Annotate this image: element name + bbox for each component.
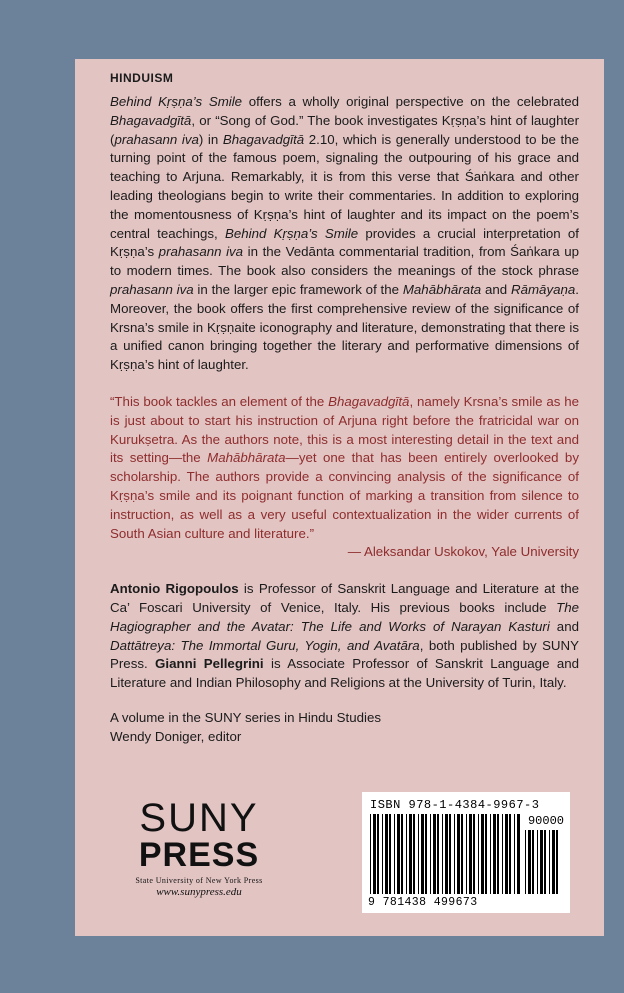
barcode-bar (532, 830, 534, 894)
barcode-bar (525, 830, 526, 894)
book-description (110, 93, 579, 375)
italic-run: Mahābhārata (402, 281, 482, 297)
barcode-bar (497, 814, 499, 894)
publisher-university: State University of New York Press (135, 876, 263, 885)
text-run: and (549, 618, 579, 634)
text-run: 2.10, which is generally understood to be the turning point of the famous poem, signaling the outpouring of his grace and teaching to Arjuna. Remarkably, it is from this verse that Śaṅkara and other leading theologians begin to write their commentaries. In addition to exploring the momentousness of Kṛṣṇa’s hint of laughter and its impact on the poem’s central teachings, (110, 131, 579, 241)
barcode-bar (509, 814, 511, 894)
bold-run: Antonio Rigopoulos (110, 581, 239, 597)
barcode-bar (481, 814, 484, 894)
barcode-bar (485, 814, 487, 894)
barcode-bar (466, 814, 467, 894)
italic-run: Bhagavadgītā (222, 131, 305, 147)
barcode-bar (490, 814, 491, 894)
barcode-bar (385, 814, 388, 894)
italic-run: Behind Kṛṣṇa’s Smile (224, 225, 359, 241)
barcode-bar (377, 814, 379, 894)
text-run: and (481, 281, 511, 297)
endorsement-quote (110, 393, 579, 543)
category-label: HINDUISM (110, 71, 174, 85)
barcode-bar (373, 814, 376, 894)
barcode-bar (430, 814, 431, 894)
barcode-bar (425, 814, 427, 894)
barcode-bar (401, 814, 403, 894)
text-run: offers a wholly original perspective on the celebrated (242, 94, 580, 109)
barcode-bar (540, 830, 543, 894)
italic-run: Bhagavadgītā (328, 393, 410, 409)
italic-run: Bhagavadgītā (110, 112, 192, 128)
text-run: in the larger epic framework of the (193, 281, 403, 297)
text-run: is Professor of Sanskrit Language and Literature at the Ca’ Foscari University of Venice, Italy. His previous books include (110, 581, 580, 615)
barcode-bar (517, 814, 520, 894)
barcode-bar (409, 814, 412, 894)
barcode-bar (544, 830, 546, 894)
text-run: is Associate Professor of Sanskrit Language and Literature and Indian Philosophy and Religions at the University of Turin, Italy. (110, 656, 580, 691)
barcode-bar (457, 814, 460, 894)
bold-run: Gianni Pellegrini (155, 656, 264, 672)
barcode-bar (413, 814, 415, 894)
italic-run: Mahābhārata (207, 450, 286, 466)
barcode-bar (505, 814, 508, 894)
italic-run: Rāmāyaṇa (510, 281, 576, 297)
logo-press: PRESS (138, 836, 260, 874)
barcode-bar (473, 814, 475, 894)
back-cover-panel (75, 59, 604, 936)
text-run: . Moreover, the book offers the first comprehensive review of the significance of Krsna’s smile in Kṛṣṇaite iconography and literature, demonstrating that there is a unified canon bringing together the literary and performative dimensions of Kṛṣṇa’s hint of laughter. (110, 281, 579, 373)
text-run: , both published by SUNY Press. (110, 637, 580, 672)
barcode-bar (478, 814, 479, 894)
italic-run: Behind Kṛṣṇa’s Smile (110, 94, 243, 109)
barcode-bar (461, 814, 463, 894)
barcode-bar (469, 814, 472, 894)
barcode-bar (454, 814, 455, 894)
text-run: “This book tackles an element of the (110, 393, 329, 409)
barcode-bars (370, 814, 520, 894)
barcode-bar (549, 830, 550, 894)
barcode-bar (493, 814, 496, 894)
barcode-bar (502, 814, 503, 894)
price-code: 90000 (527, 814, 564, 828)
isbn-barcode (362, 792, 570, 913)
text-run: provides a crucial interpretation of Kṛṣṇa’s (110, 225, 579, 260)
logo-suny: SUNY (139, 796, 259, 840)
barcode-bar (394, 814, 395, 894)
italic-run: prahasann iva (114, 131, 199, 147)
series-line: A volume in the SUNY series in Hindu Studies (110, 709, 382, 725)
barcode-bar (389, 814, 391, 894)
text-run: , namely Krsna’s smile as he is just about to start his instruction of Arjuna right before the fratricidal war on Kurukṣetra. As the authors note, this is a most interesting detail in the text and its setting—the (110, 393, 580, 466)
italic-run: prahasann iva (158, 244, 244, 260)
cover-text (110, 71, 579, 747)
barcode-bar (552, 830, 555, 894)
italic-run: Dattātreya: The Immortal Guru, Yogin, and Avatāra (110, 637, 420, 653)
barcode-bar (370, 814, 371, 894)
text-run: , or “Song of God.” The book investigates Kṛṣṇa’s hint of laughter ( (110, 112, 579, 147)
text-run: —yet one that has been entirely overlooked by scholarship. The authors provide a convincing analysis of the significance of Kṛṣṇa’s smile and its poignant function of marking a transition from silence to instruction, as well as a very useful contextualization in the wider currents of South Asian culture and literature.” (110, 450, 579, 541)
barcode-bar (442, 814, 443, 894)
barcode-bar (397, 814, 400, 894)
barcode-bar (528, 830, 531, 894)
isbn-label: ISBN 978-1-4384-9967-3 (370, 798, 540, 812)
series-info (110, 709, 579, 747)
barcode-bar (421, 814, 424, 894)
text-run: in the Vedānta commentarial tradition, from Śaṅkara up to modern times. The book also considers the meanings of the stock phrase (110, 244, 579, 279)
price-barcode-bars (525, 830, 563, 894)
barcode-bar (445, 814, 448, 894)
barcode-bar (537, 830, 538, 894)
suny-press-logo (119, 798, 279, 898)
text-run: ) in (198, 131, 223, 147)
author-bio (110, 580, 579, 693)
barcode-bar (556, 830, 558, 894)
barcode-bar (449, 814, 451, 894)
barcode-bar (437, 814, 439, 894)
barcode-bar (382, 814, 383, 894)
barcode-bar (418, 814, 419, 894)
barcode-bar (406, 814, 407, 894)
editor-line: Wendy Doniger, editor (110, 728, 242, 744)
endorsement-attribution: — Aleksandar Uskokov, Yale University (347, 544, 579, 560)
barcode-bar (514, 814, 515, 894)
italic-run: prahasann iva (110, 281, 194, 297)
publisher-url: www.sunypress.edu (156, 886, 242, 898)
barcode-bar (433, 814, 436, 894)
barcode-digits: 9 781438 499673 (368, 896, 478, 909)
italic-run: The Hagiographer and the Avatar: The Life and Works of Narayan Kasturi (110, 599, 579, 634)
